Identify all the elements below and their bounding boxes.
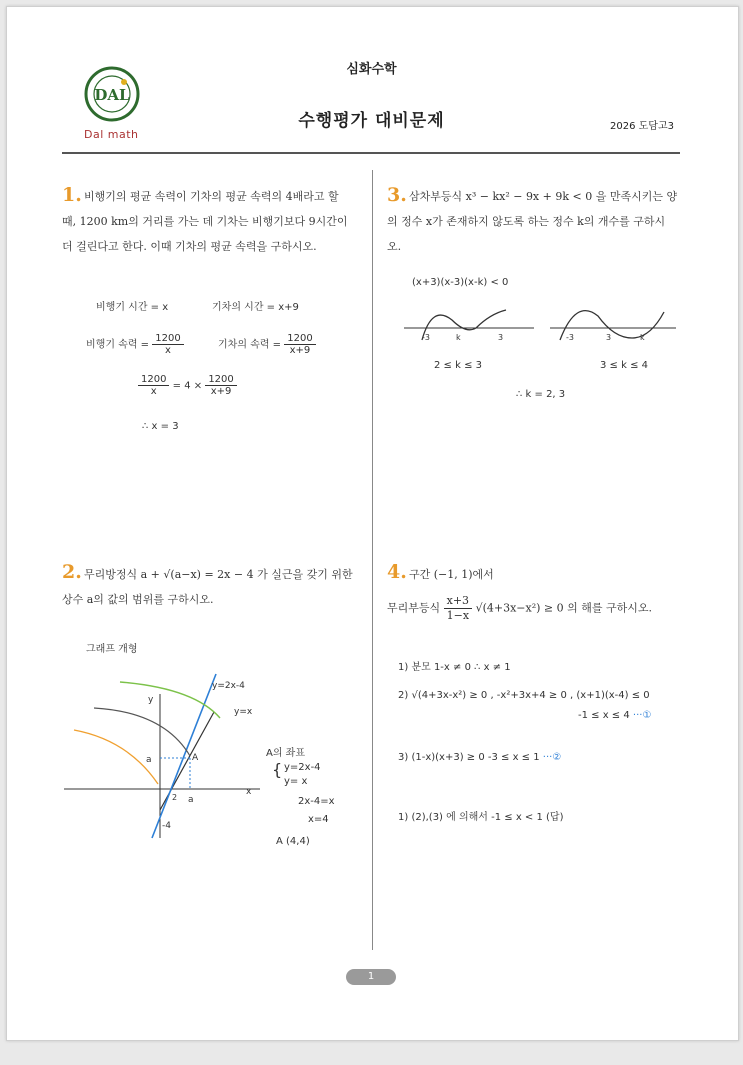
q4-step1: 1) 분모 1-x ≠ 0 ∴ x ≠ 1 [398,662,511,673]
q3-factored: (x+3)(x-3)(x-k) < 0 [412,277,509,288]
subject-heading: 심화수학 [346,62,397,77]
q3-range1: 2 ≤ k ≤ 3 [434,360,482,371]
q4-step2-range: -1 ≤ x ≤ 4 ···① [578,710,652,721]
q1-plane-speed: 비행기 속력 = $\frac{1200}{x}$ [86,333,184,356]
q3-g2-m3: -3 [566,333,574,342]
q3-text: 삼차부등식 x³ − kx² − 9x + 9k < 0 을 만족시키는 양의 정수 x가 존재하지 않도록 하는 정수 k의 개수를 구하시오. [387,190,678,253]
q1-number: 1. [62,184,82,206]
q3-sign-graphs [400,300,680,350]
q2-graph-label: 그래프 개형 [86,644,138,655]
q2-sys1: y=2x-4 [284,762,321,773]
q3-answer: ∴ k = 2, 3 [516,389,566,400]
q2-a-coord: A의 좌표 [266,748,305,759]
q4-text1: 구간 (−1, 1)에서 [409,568,494,581]
q2-label-a-x: a [188,795,194,805]
q3-g2-k: k [640,333,645,342]
q1-plane-time: 비행기 시간 = x [96,302,169,313]
column-divider [372,170,373,950]
q2-label-2: 2 [172,793,178,802]
q3-g1-3: 3 [498,333,504,342]
q2-label-y2x4: y=2x-4 [212,681,245,691]
q2-label-y: y [148,695,154,705]
q1-equation: $\frac{1200}{x}$ = 4 × $\frac{1200}{x+9}$ [138,374,237,397]
school-meta: 2026 도담고3 [610,121,674,132]
brand-name: Dal math [84,128,139,141]
q4-number: 4. [387,561,407,583]
q2-sys2: y= x [284,776,308,787]
dalmath-logo [84,66,140,122]
q2-label-m4: -4 [162,821,171,831]
svg-text:DAL: DAL [94,86,130,104]
header-divider [62,152,680,154]
q3-g2-3: 3 [606,333,612,342]
q3-g1-m3: -3 [422,333,430,342]
q1-train-speed: 기차의 속력 = $\frac{1200}{x+9}$ [218,333,316,356]
q1-text: 비행기의 평균 속력이 기차의 평균 속력의 4배라고 할 때, 1200 km의 거리를 가는 데 기차는 비행기보다 9시간이 더 걸린다고 한다. 이때 기차의 평균 속력을 구하시오. [62,190,348,253]
q2-label-A: A [192,753,199,763]
q2-number: 2. [62,561,82,583]
q2-label-a-axis: a [146,755,152,765]
q3-g1-k: k [456,333,461,342]
q2-brace: { [272,760,283,779]
q4-step2: 2) √(4+3x-x²) ≥ 0 , -x²+3x+4 ≥ 0 , (x+1)(x-4) ≤ 0 [398,690,650,701]
q2-label-yx: y=x [234,707,253,717]
q2-answer: A (4,4) [276,836,310,847]
q2-sys4: x=4 [308,814,329,825]
q3-number: 3. [387,184,407,206]
page-number: 1 [346,969,396,985]
q4-text2: 무리부등식 $\frac{x+3}{1-x}$ √(4+3x−x²) ≥ 0 의 해를 구하시오. [387,594,652,622]
q3-range2: 3 ≤ k ≤ 4 [600,360,648,371]
q2-sys3: 2x-4=x [298,796,335,807]
page-title: 수행평가 대비문제 [298,111,445,131]
q1-answer: ∴ x = 3 [142,421,179,432]
q2-text: 무리방정식 a + √(a−x) = 2x − 4 가 실근을 갖기 위한 상수 a의 값의 범위를 구하시오. [62,568,353,606]
q4-conclusion: 1) (2),(3) 에 의해서 -1 ≤ x < 1 (답) [398,812,564,823]
q2-graph [64,668,264,842]
q1-train-time: 기차의 시간 = x+9 [212,302,299,313]
q4-step3: 3) (1-x)(x+3) ≥ 0 -3 ≤ x ≤ 1 ···② [398,752,562,763]
q2-label-x: x [246,787,252,797]
